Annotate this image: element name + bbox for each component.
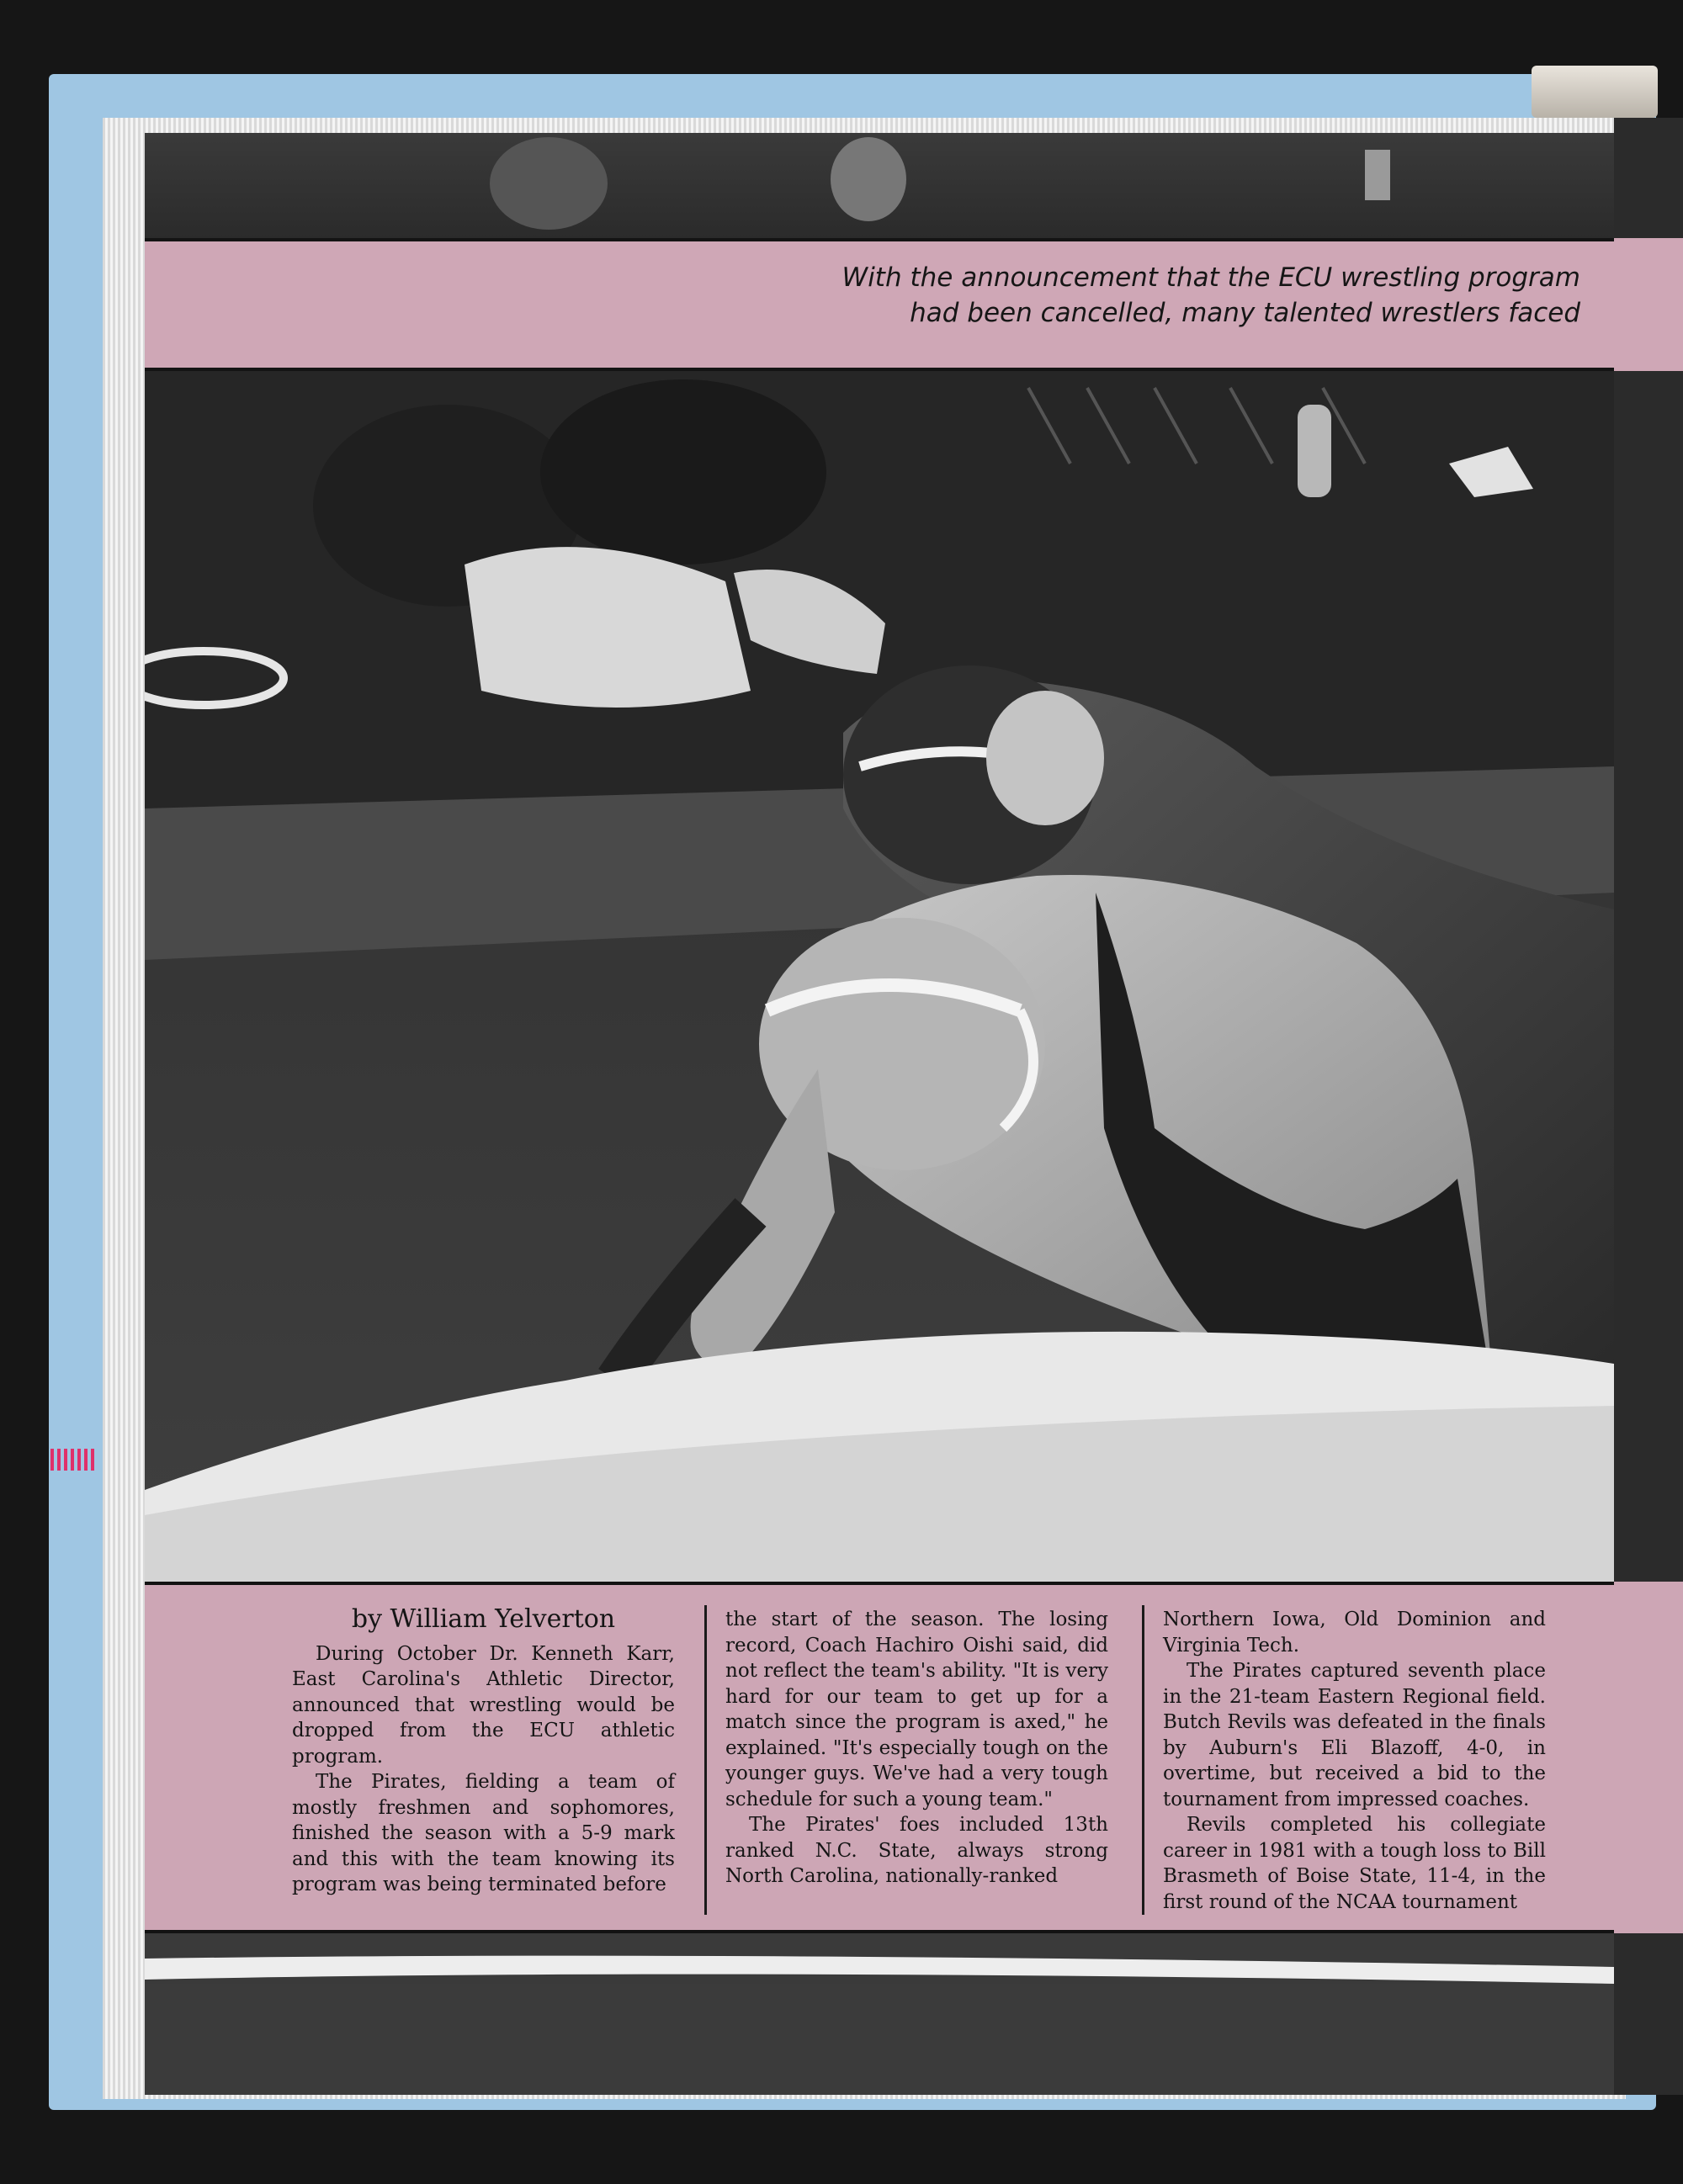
paragraph: The Pirates, fielding a team of mostly freshmen and sophomores, finished the season with a 5-9 mark and this with the team knowing its program was being terminated before bbox=[292, 1771, 675, 1895]
photo-strip-top bbox=[145, 133, 1614, 238]
caption-line-2: had been cancelled, many talented wrestlers faced bbox=[910, 298, 1580, 328]
spine-tape bbox=[1532, 66, 1658, 118]
caption-band bbox=[145, 238, 1614, 371]
article-column-3 bbox=[1163, 1607, 1546, 1915]
article-column-1 bbox=[292, 1604, 675, 1898]
caption-line-1: With the announcement that the ECU wrestling program bbox=[842, 262, 1580, 293]
article-band bbox=[145, 1582, 1614, 1933]
facing-page-pink-band-bottom bbox=[1614, 1582, 1683, 1933]
paragraph: The Pirates captured seventh place in the 21-team Eastern Regional field. Butch Revils was defeated in the finals by Auburn's Eli Blazoff, 4-0, in overtime, but received a bid to the tournament from impressed coaches. bbox=[1163, 1660, 1546, 1810]
yearbook-page bbox=[145, 133, 1614, 2095]
facing-page-pink-band-top bbox=[1614, 238, 1683, 371]
column-divider bbox=[1142, 1605, 1144, 1915]
paragraph: During October Dr. Kenneth Karr, East Carolina's Athletic Director, announced that wrestling would be dropped from the ECU athletic program. bbox=[292, 1642, 675, 1768]
paragraph: Revils completed his collegiate career in 1981 with a tough loss to Bill Brasmeth of Boise State, 11-4, in the first round of the NCAA tournament bbox=[1163, 1814, 1546, 1913]
byline: by William Yelverton bbox=[351, 1604, 616, 1634]
paragraph: Northern Iowa, Old Dominion and Virginia Tech. bbox=[1163, 1609, 1546, 1657]
paragraph: the start of the season. The losing record, Coach Hachiro Oishi said, did not reflect the team's ability. "It is very hard for our team to get up for a match since the program is axed," he explained. "It's especially tough on the younger guys. We've had a very tough schedule for such a young team." bbox=[725, 1609, 1108, 1810]
paragraph: The Pirates' foes included 13th ranked N.C. State, always strong North Carolina, nationally-ranked bbox=[725, 1814, 1108, 1887]
photo-strip-bottom bbox=[145, 1933, 1614, 2095]
column-divider bbox=[704, 1605, 707, 1915]
article-column-2 bbox=[725, 1607, 1108, 1890]
cover-pink-mark bbox=[50, 1449, 94, 1471]
wrestling-photo bbox=[145, 371, 1614, 1717]
facing-page-edge bbox=[1614, 118, 1683, 2095]
photo-caption bbox=[318, 260, 1580, 331]
